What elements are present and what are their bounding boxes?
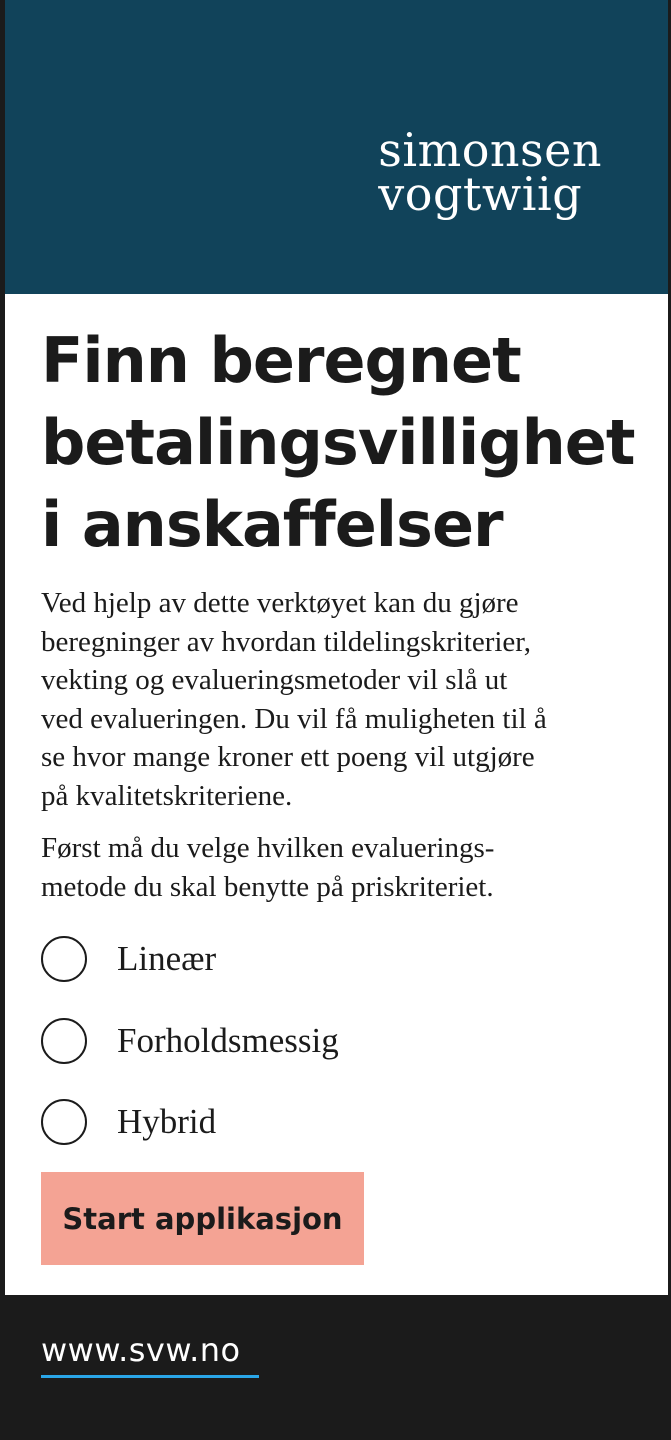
header-banner [5, 0, 668, 294]
logo-line-1: simonsen [378, 123, 602, 177]
intro-line: ved evalueringen. Du vil få muligheten til å [41, 702, 547, 735]
radio-linear[interactable] [41, 936, 87, 982]
option-label: Forholdsmessig [117, 1020, 339, 1060]
radio-proportional[interactable] [41, 1018, 87, 1064]
intro-line: på kvalitetskriteriene. [41, 779, 293, 812]
instruction-text [41, 829, 641, 906]
evaluation-method-options [41, 936, 641, 1145]
main-content [41, 320, 641, 1181]
option-label: Hybrid [117, 1102, 217, 1141]
logo-line-2: vogtwiig [378, 167, 583, 221]
intro-line: vekting og evalueringsmetoder vil slå ut [41, 664, 508, 696]
option-hybrid[interactable] [41, 1099, 641, 1145]
title-line: Finn beregnet [41, 324, 521, 397]
radio-hybrid[interactable] [41, 1099, 87, 1145]
title-line: i anskaffelser [41, 488, 503, 561]
page-title [41, 320, 641, 566]
title-line: betalingsvillighet [41, 406, 635, 479]
option-linear[interactable] [41, 936, 641, 982]
option-label: Lineær [117, 939, 217, 978]
footer [5, 1295, 668, 1440]
option-proportional[interactable] [41, 1018, 641, 1064]
start-application-button[interactable]: Start applikasjon [41, 1172, 364, 1265]
intro-line: beregninger av hvordan tildelingskriterier, [41, 625, 532, 658]
intro-line: se hvor mange kroner ett poeng vil utgjøre [41, 741, 535, 773]
brand-logo [378, 123, 602, 221]
instruction-line: Først må du velge hvilken evaluerings- [41, 832, 495, 864]
instruction-line: metode du skal benytte på priskriteriet. [41, 870, 494, 903]
intro-line: Ved hjelp av dette verktøyet kan du gjøre [41, 587, 519, 619]
intro-text [41, 584, 641, 815]
website-link[interactable]: www.svw.no [41, 1331, 259, 1378]
